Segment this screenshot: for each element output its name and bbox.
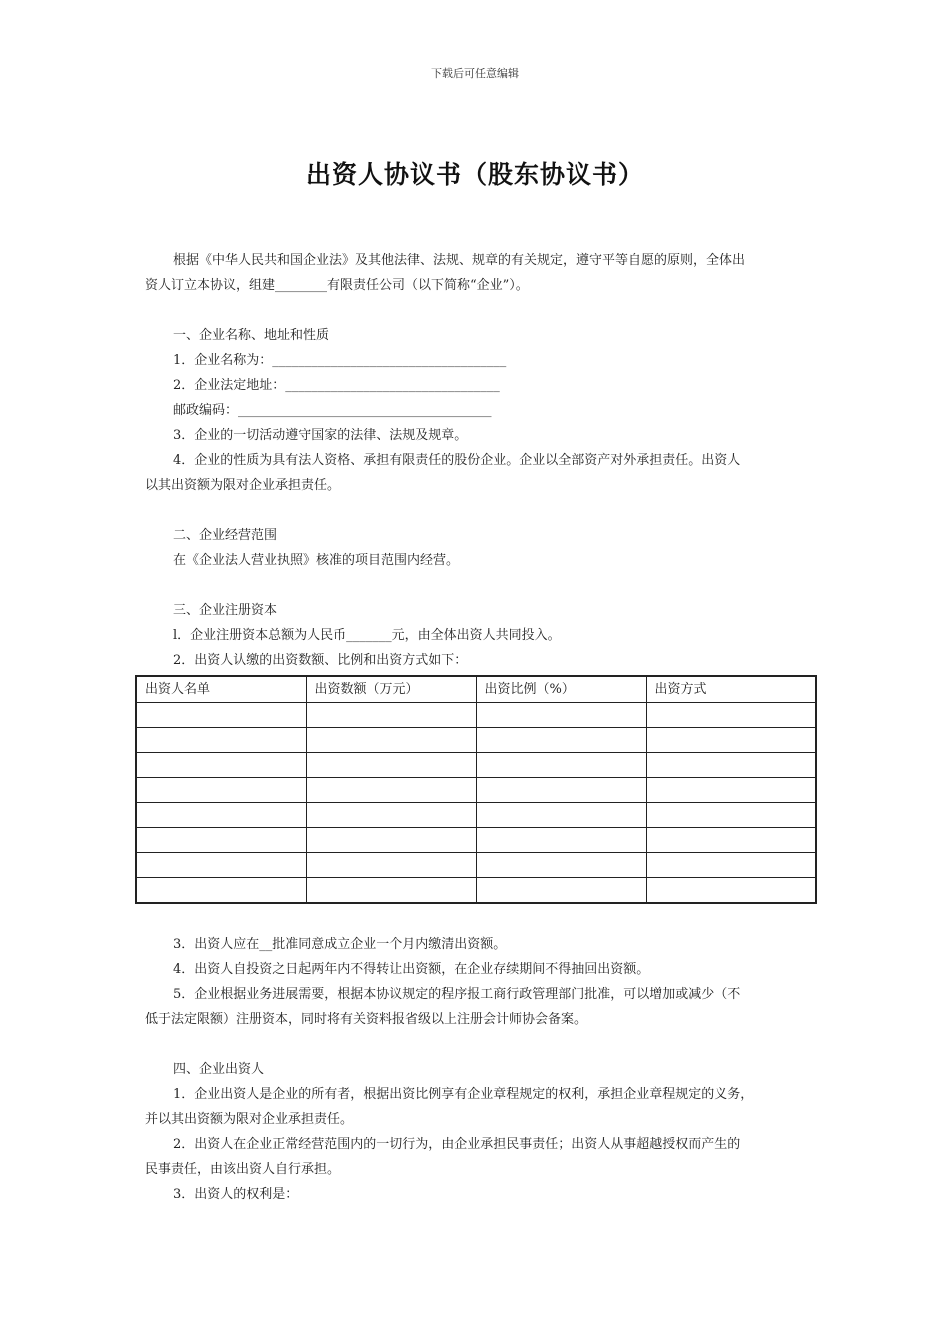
table-cell [136,828,306,853]
section1-item-2: 2．企业法定地址：_________________________________ [173,378,500,393]
section4-item-1: 1．企业出资人是企业的所有者，根据出资比例享有企业章程规定的权利，承担企业章程规定的义务， [173,1087,754,1102]
table-cell [306,853,476,878]
table-header-cell: 出资方式 [646,676,816,703]
table-cell [476,803,646,828]
section1-heading: 一、企业名称、地址和性质 [173,328,330,343]
section3-item-5: 5．企业根据业务进展需要，根据本协议规定的程序报工商行政管理部门批准，可以增加或减少（不 [173,987,741,1002]
table-row [136,853,816,878]
section2-text: 在《企业法人营业执照》核准的项目范围内经营。 [173,553,460,568]
section3-item-1: l．企业注册资本总额为人民币_______元，由全体出资人共同投入。 [173,628,561,643]
table-header-cell: 出资数额（万元） [306,676,476,703]
section4-item-2-cont: 民事责任，由该出资人自行承担。 [145,1162,341,1177]
section1-item-5-cont: 以其出资额为限对企业承担责任。 [145,478,341,493]
table-row [136,778,816,803]
section3-item-2: 2．出资人认缴的出资数额、比例和出资方式如下： [173,653,468,668]
table-header-row [136,676,816,703]
table-cell [306,728,476,753]
table-cell [476,878,646,904]
table-cell [136,878,306,904]
table-row [136,878,816,904]
section4-item-3: 3．出资人的权利是： [173,1187,299,1202]
table-cell [136,778,306,803]
section4-item-1-cont: 并以其出资额为限对企业承担责任。 [145,1112,354,1127]
table-cell [476,853,646,878]
section4-item-2: 2．出资人在企业正常经营范围内的一切行为，由企业承担民事责任；出资人从事超越授权而产生的 [173,1137,741,1152]
table-cell [306,828,476,853]
table-cell [476,778,646,803]
table-cell [646,703,816,728]
table-row [136,753,816,778]
table-cell [136,853,306,878]
table-cell [136,803,306,828]
table-row [136,703,816,728]
table-cell [306,778,476,803]
table-row [136,728,816,753]
table-cell [306,703,476,728]
table-cell [136,753,306,778]
table-header-cell: 出资人名单 [136,676,306,703]
section2-heading: 二、企业经营范围 [173,528,278,543]
table-cell [646,878,816,904]
table-cell [646,728,816,753]
section1-item-1: 1．企业名称为：____________________________________ [173,353,507,368]
table-cell [136,728,306,753]
table-cell [646,803,816,828]
table-cell [476,828,646,853]
document-title: 出资人协议书（股东协议书） [305,160,644,189]
table-cell [646,828,816,853]
table-cell [306,753,476,778]
table-cell [306,803,476,828]
section1-item-5: 4．企业的性质为具有法人资格、承担有限责任的股份企业。企业以全部资产对外承担责任。出资人 [173,453,741,468]
contribution-table [135,675,817,904]
table-cell [136,703,306,728]
section3-item-3: 3．出资人应在__批准同意成立企业一个月内缴清出资额。 [173,937,507,952]
section4-heading: 四、企业出资人 [173,1062,265,1077]
section1-item-3: 邮政编码：_______________________________________ [173,403,492,418]
table-cell [646,778,816,803]
document-body [145,248,810,1207]
table-row [136,803,816,828]
table-cell [646,753,816,778]
table-cell [476,728,646,753]
intro-line-2: 资人订立本协议，组建________有限责任公司（以下简称“企业”）。 [145,278,529,293]
section3-item-4: 4．出资人自投资之日起两年内不得转让出资额，在企业存续期间不得抽回出资额。 [173,962,650,977]
table-row [136,828,816,853]
header-note: 下载后可任意编辑 [431,67,519,80]
intro-line-1: 根据《中华人民共和国企业法》及其他法律、法规、规章的有关规定，遵守平等自愿的原则，全体出 [173,253,746,268]
table-cell [646,853,816,878]
table-cell [476,703,646,728]
table-cell [476,753,646,778]
section3-item-5-cont: 低于法定限额）注册资本，同时将有关资料报省级以上注册会计师协会备案。 [145,1012,588,1027]
table-cell [306,878,476,904]
table-header-cell: 出资比例（%） [476,676,646,703]
section3-heading: 三、企业注册资本 [173,603,278,618]
section1-item-4: 3．企业的一切活动遵守国家的法律、法规及规章。 [173,428,468,443]
